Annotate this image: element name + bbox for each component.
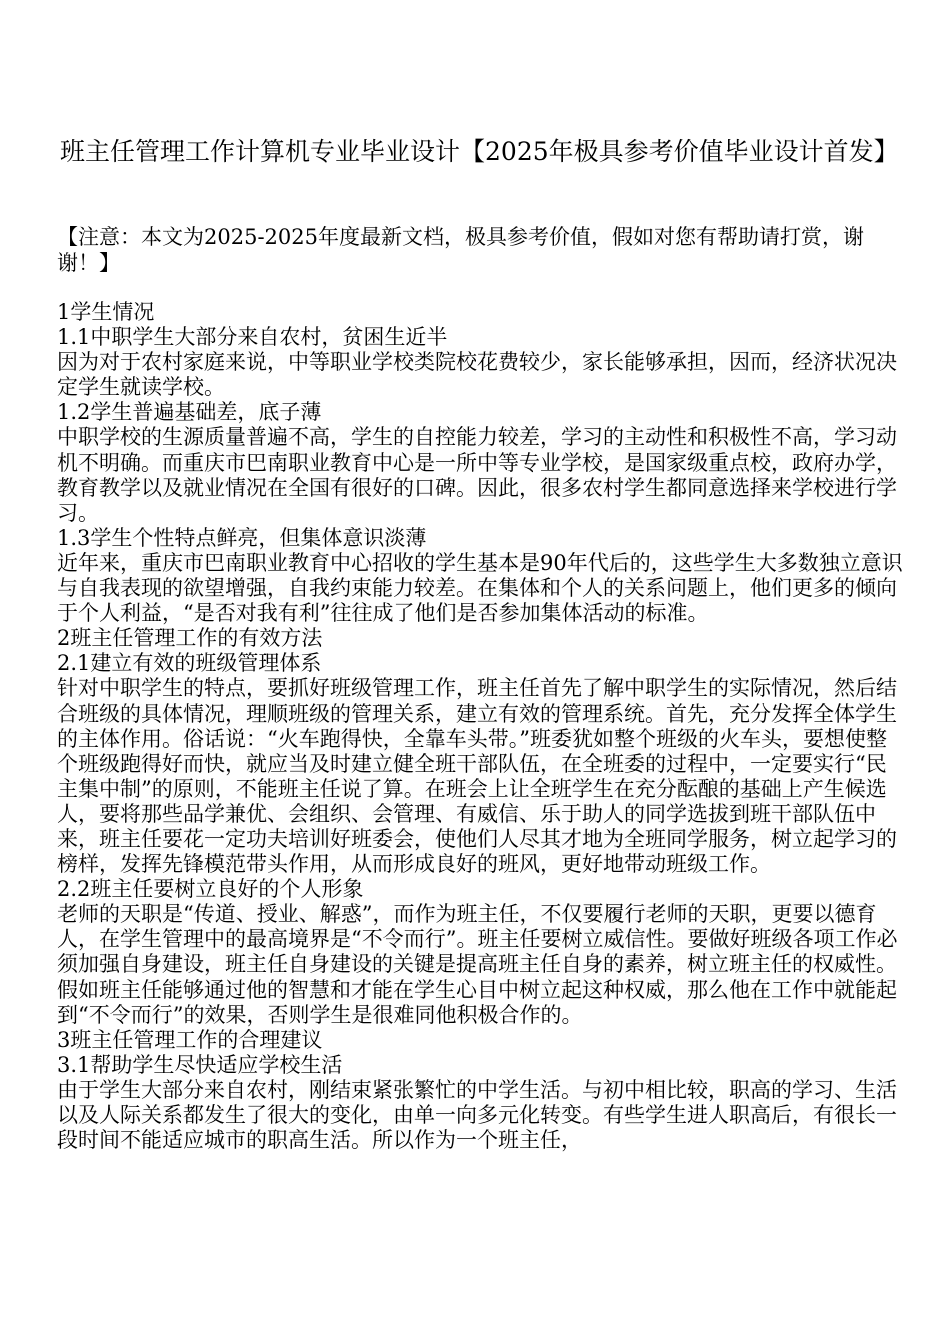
section-heading: 1学生情况 (57, 300, 155, 324)
subsection-heading: 2.1建立有效的班级管理体系 (57, 651, 322, 676)
document-title: 班主任管理工作计算机专业毕业设计【2025年极具参考价值毕业设计首发】 (60, 137, 899, 166)
paragraph: 由于学生大部分来自农村，刚结束紧张繁忙的中学生活。与初中相比较，职高的学习、生活以及人际关系都发生了很大的变化，由单一向多元化转变。有些学生进人职高后，有很长一段时间不能适应城市的职高生活。所以作为一个班主任， (57, 1077, 897, 1153)
subsection-heading: 3.1帮助学生尽快适应学校生活 (57, 1052, 343, 1077)
paragraph: 近年来，重庆市巴南职业教育中心招收的学生基本是90年代后的，这些学生大多数独立意识与自我表现的欲望增强，自我约束能力较差。在集体和个人的关系问题上，他们更多的倾向于个人利益，“是否对我有利”往往成了他们是否参加集体活动的标准。 (57, 550, 903, 626)
subsection-heading: 1.1中职学生大部分来自农村，贫困生近半 (57, 325, 448, 350)
paragraph: 中职学校的生源质量普遍不高，学生的自控能力较差，学习的主动性和积极性不高，学习动机不明确。而重庆市巴南职业教育中心是一所中等专业学校，是国家级重点校，政府办学，教育教学以及就业情况在全国有很好的口碑。因此，很多农村学生都同意选择来学校进行学习。 (57, 425, 897, 525)
subsection-heading: 2.2班主任要树立良好的个人形象 (57, 877, 364, 902)
section-heading: 3班主任管理工作的合理建议 (57, 1027, 323, 1052)
paragraph: 针对中职学生的特点，要抓好班级管理工作，班主任首先了解中职学生的实际情况，然后结合班级的具体情况，理顺班级的管理关系，建立有效的管理系统。首先，充分发挥全体学生的主体作用。俗话说：“火车跑得快，全靠车头带。”班委犹如整个班级的火车头，要想使整个班级跑得好而快，就应当及时建立健全班干部队伍，在全班委的过程中，一定要实行“民主集中制”的原则，不能班主任说了算。在班会上让全班学生在充分酝酿的基础上产生候选人，要将那些品学兼优、会组织、会管理、有威信、乐于助人的同学选拔到班干部队伍中来，班主任要花一定功夫培训好班委会，使他们人尽其才地为全班同学服务，树立起学习的榜样，发挥先锋模范带头作用，从而形成良好的班风，更好地带动班级工作。 (57, 676, 897, 877)
subsection-heading: 1.2学生普遍基础差，底子薄 (57, 400, 322, 425)
notice-text: 【注意：本文为2025-2025年度最新文档，极具参考价值，假如对您有帮助请打赏，谢谢！】 (57, 225, 864, 275)
paragraph: 老师的天职是“传道、授业、解惑”，而作为班主任，不仅要履行老师的天职，更要以德育人，在学生管理中的最高境界是“不令而行”。班主任要树立威信性。要做好班级各项工作必须加强自身建设，班主任自身建设的关键是提高班主任自身的素养，树立班主任的权威性。假如班主任能够通过他的智慧和才能在学生心目中树立起这种权威，那么他在工作中就能起到“不令而行”的效果，否则学生是很难同他积极合作的。 (57, 902, 898, 1027)
subsection-heading: 1.3学生个性特点鲜亮，但集体意识淡薄 (57, 525, 427, 550)
paragraph: 因为对于农村家庭来说，中等职业学校类院校花费较少，家长能够承担，因而，经济状况决定学生就读学校。 (57, 350, 897, 400)
document-body (57, 300, 907, 1153)
section-heading: 2班主任管理工作的有效方法 (57, 626, 323, 651)
